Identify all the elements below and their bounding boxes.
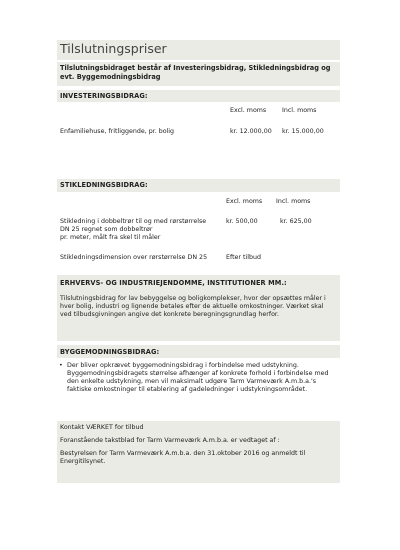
stikledning-row2-value: Efter tilbud: [226, 254, 261, 261]
stikledning-col-incl: Incl. moms: [276, 198, 311, 205]
stikledning-row1-excl: kr. 500,00: [226, 218, 258, 225]
investering-row-label: Enfamiliehuse, fritliggende, pr. bolig: [60, 128, 175, 135]
investering-row-incl: kr. 15.000,00: [282, 128, 324, 135]
list-item: [59, 362, 337, 394]
footer-board: Bestyrelsen for Tarm Varmeværk A.m.b.a. den 31.oktober 2016 og anmeldt til Energitilsynet.: [60, 450, 306, 465]
erhverv-heading: ERHVERVS- OG INDUSTRIEJENDOMME, INSTITUTIONER MM.:: [57, 275, 340, 293]
investering-row-excl: kr. 12.000,00: [230, 128, 272, 135]
stikledning-row2-label: Stikledningsdimension over rørstørrelse DN 25: [60, 254, 208, 261]
stikledning-row1-incl: kr. 625,00: [280, 218, 312, 225]
erhverv-body: Tilslutningsbidrag for lav bebyggelse og boligkomplekser, hvor der opsættes måler i hver bolig, industri og lignende betales efter de aktuelle omkostninger. Værket skal ved tilbudsgivningen angive det konkrete beregningsgrundlag herfor.: [57, 293, 340, 341]
investering-heading: INVESTERINGSBIDRAG:: [57, 90, 340, 102]
investering-col-excl: Excl. moms: [230, 107, 267, 114]
footer-contact: Kontakt VÆRKET for tilbud: [60, 424, 144, 431]
bullet-icon: •: [59, 362, 63, 369]
stikledning-row1-line3: pr. meter, målt fra skel til måler: [60, 234, 161, 241]
byggemodning-list: [57, 362, 340, 418]
footer-approved: Foranstående takstblad for Tarm Varmeværk A.m.b.a. er vedtaget af :: [60, 437, 280, 444]
stikledning-row1-line2: DN 25 regnet som dobbeltrør: [60, 226, 153, 233]
stikledning-row1-line1: Stikledning i dobbeltrør til og med rørstørrelse: [60, 218, 207, 225]
footer-block: [57, 421, 340, 483]
stikledning-heading: STIKLEDNINGSBIDRAG:: [57, 179, 340, 192]
page-title: Tilslutningspriser: [57, 40, 340, 60]
byggemodning-heading: BYGGEMODNINGSBIDRAG:: [57, 345, 340, 358]
intro-text: Tilslutningsbidraget består af Investeringsbidrag, Stikledningsbidrag og evt. Byggemodningsbidrag: [57, 62, 340, 86]
investering-col-incl: Incl. moms: [282, 107, 317, 114]
byggemodning-item-text: Der bliver opkrævet byggemodningsbidrag i forbindelse med udstykning. Byggemodningsbidragets størrelse afhænger af konkrete forhold i forbindelse med den enkelte udstykning, men vil maksimalt udgøre Tarm Varmeværk A.m.b.a.'s faktiske omkostninger til etablering af gadeledninger i udstykningsområdet.: [67, 362, 329, 393]
stikledning-col-excl: Excl. moms: [226, 198, 263, 205]
